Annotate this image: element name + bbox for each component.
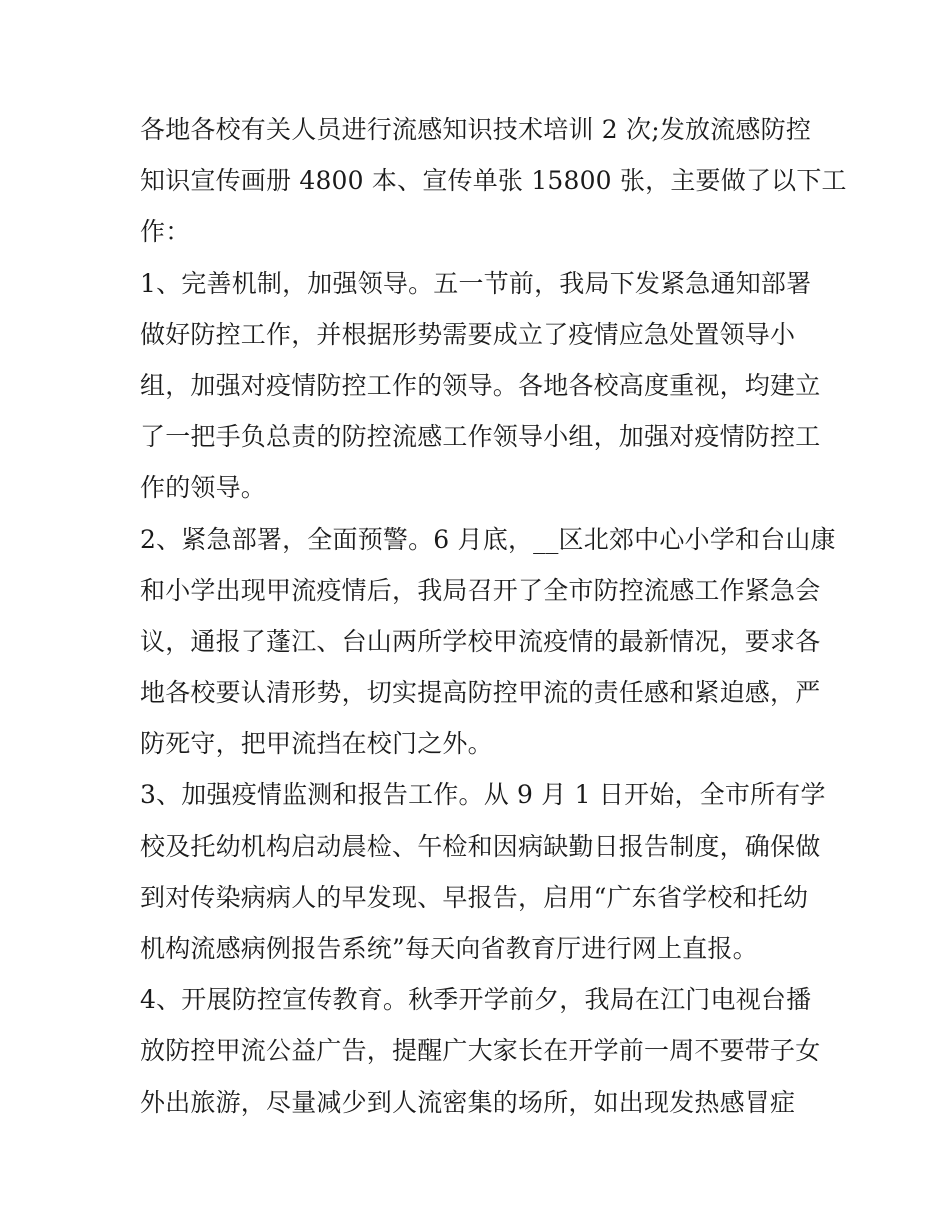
text-line: 作的领导。	[140, 473, 267, 503]
text-line: 各地各校有关人员进行流感知识技术培训 2 次;发放流感防控	[140, 115, 812, 144]
text-line: 组，加强对疫情防控工作的领导。各地各校高度重视，均建立	[140, 370, 821, 400]
text-line: 防死守，把甲流挡在校门之外。	[140, 729, 493, 759]
body-text	[140, 104, 847, 1128]
text-line: 作：	[140, 217, 191, 247]
text-line: 放防控甲流公益广告，提醒广大家长在开学前一周不要带子女	[140, 1036, 821, 1066]
text-line: 3、加强疫情监测和报告工作。从 9 月 1 日开始，全市所有学	[140, 780, 826, 810]
text-line: 校及托幼机构启动晨检、午检和因病缺勤日报告制度，确保做	[140, 831, 821, 861]
text-line: 做好防控工作，并根据形势需要成立了疫情应急处置领导小	[140, 319, 796, 349]
text-line: 议，通报了蓬江、台山两所学校甲流疫情的最新情况，要求各	[140, 626, 821, 656]
text-line: 机构流感病例报告系统”每天向省教育厅进行网上直报。	[140, 934, 758, 963]
text-line: 知识宣传画册 4800 本、宣传单张 15800 张，主要做了以下工	[140, 166, 847, 196]
text-line: 4、开展防控宣传教育。秋季开学前夕，我局在江门电视台播	[140, 985, 812, 1015]
text-line: 了一把手负总责的防控流感工作领导小组，加强对疫情防控工	[140, 422, 821, 452]
text-line: 1、完善机制，加强领导。五一节前，我局下发紧急通知部署	[140, 268, 812, 298]
text-line: 到对传染病病人的早发现、早报告，启用“广东省学校和托幼	[140, 882, 809, 912]
text-line: 和小学出现甲流疫情后，我局召开了全市防控流感工作紧急会	[140, 575, 821, 605]
text-line: 外出旅游，尽量减少到人流密集的场所，如出现发热感冒症	[140, 1087, 796, 1117]
text-line: 地各校要认清形势，切实提高防控甲流的责任感和紧迫感，严	[140, 678, 821, 708]
text-line: 2、紧急部署，全面预警。6 月底，__区北郊中心小学和台山康	[140, 524, 836, 554]
